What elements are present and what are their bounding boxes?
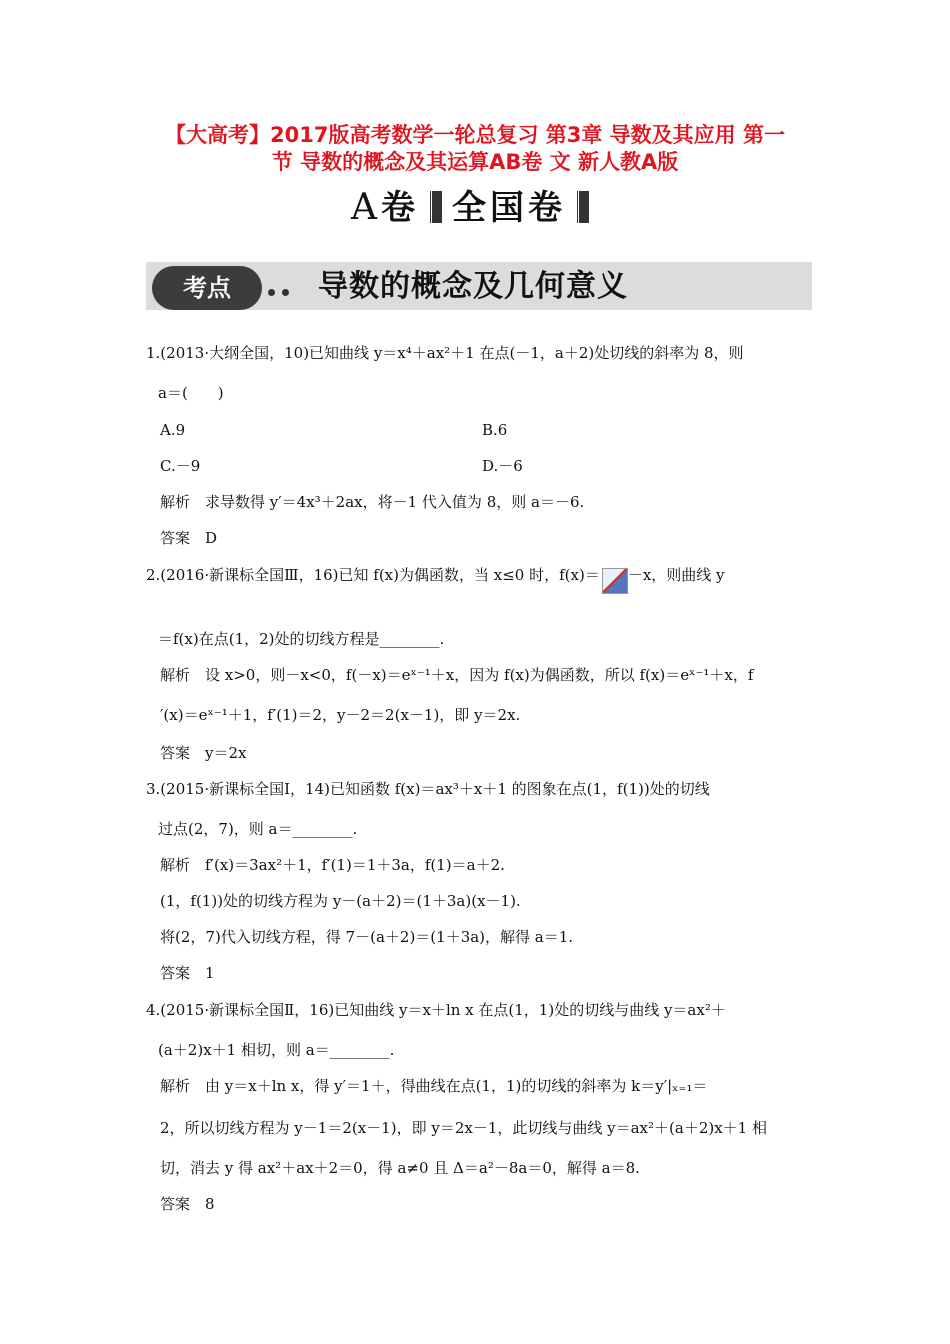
text-line-q4-ans: 答案 8 [160,1195,215,1213]
q2-text-after: －x，则曲线 y [627,566,725,584]
text-line-q3-sol3: 将(2，7)代入切线方程，得 7－(a＋2)＝(1＋3a)，解得 a＝1. [160,928,574,946]
text-line-q2-sol1: 解析 设 x>0，则－x<0，f(－x)＝eˣ⁻¹＋x，因为 f(x)为偶函数，所以 f(x)＝eˣ⁻¹＋x，f [160,666,754,684]
document-title [120,122,830,176]
text-line-q3-ans: 答案 1 [160,964,215,982]
title-line-1: 【大高考】2017版高考数学一轮总复习 第3章 导数及其应用 第一 [165,123,785,147]
text-line-q3-b: 过点(2，7)，则 a＝________. [158,820,358,838]
text-line-q1-optA: A.9 [160,421,186,439]
text-line-q1-optC: C.－9 [160,457,201,475]
juan-letter: A [351,187,381,228]
title-line-2: 节 导数的概念及其运算AB卷 文 新人教A版 [271,150,679,174]
q2-text-before: 2.(2016·新课标全国Ⅲ，16)已知 f(x)为偶函数，当 x≤0 时，f(x)＝ [146,566,600,584]
text-line-q2-b: ＝f(x)在点(1，2)处的切线方程是________. [158,630,445,648]
juan-label: 全国卷 [452,188,566,228]
section-title: 导数的概念及几何意义 [318,269,628,304]
juan-heading [0,180,950,229]
divider-bar [429,191,442,223]
text-line-q4-sol1: 解析 由 y＝x＋ln x，得 y′＝1＋，得曲线在点(1，1)的切线的斜率为 k＝y′|ₓ₌₁＝ [160,1077,708,1095]
dot-icon [282,289,289,296]
text-line-q1-ans: 答案 D [160,529,218,547]
juan-suffix: 卷 [381,188,419,228]
dot-icon [268,289,275,296]
text-line-q1-b: a＝( ) [158,384,224,402]
text-line-q4-sol3: 切，消去 y 得 ax²＋ax＋2＝0，得 a≠0 且 Δ＝a²－8a＝0，解得 a＝8. [160,1159,640,1177]
text-line-q3-a: 3.(2015·新课标全国Ⅰ，14)已知函数 f(x)＝ax³＋x＋1 的图象在点(1，f(1))处的切线 [146,780,710,798]
text-line-q3-sol1: 解析 f′(x)＝3ax²＋1，f′(1)＝1＋3a，f(1)＝a＋2. [160,856,505,874]
text-line-q2-ans: 答案 y＝2x [160,744,247,762]
section-badge: 考点 [152,266,262,310]
text-line-q3-sol2: (1，f(1))处的切线方程为 y－(a＋2)＝(1＋3a)(x－1). [160,892,521,910]
broken-image-icon [602,568,628,594]
divider-bar-2 [576,191,589,223]
text-line-q1-optD: D.－6 [482,457,523,475]
text-line-q4-a: 4.(2015·新课标全国Ⅱ，16)已知曲线 y＝x＋ln x 在点(1，1)处的切线与曲线 y＝ax²＋ [146,1001,726,1019]
text-line-q1-a: 1.(2013·大纲全国，10)已知曲线 y＝x⁴＋ax²＋1 在点(－1，a＋2)处切线的斜率为 8，则 [146,344,744,362]
text-line-q4-b: (a＋2)x＋1 相切，则 a＝________. [158,1041,395,1059]
text-line-q4-sol2: 2，所以切线方程为 y－1＝2(x－1)，即 y＝2x－1，此切线与曲线 y＝ax²＋(a＋2)x＋1 相 [160,1119,767,1137]
q2-line-1 [146,564,725,594]
text-line-q1-optB: B.6 [482,421,508,439]
text-line-q2-sol2: ′(x)＝eˣ⁻¹＋1，f′(1)＝2，y－2＝2(x－1)，即 y＝2x. [160,706,521,724]
text-line-q1-sol: 解析 求导数得 y′＝4x³＋2ax，将－1 代入值为 8，则 a＝－6. [160,493,585,511]
